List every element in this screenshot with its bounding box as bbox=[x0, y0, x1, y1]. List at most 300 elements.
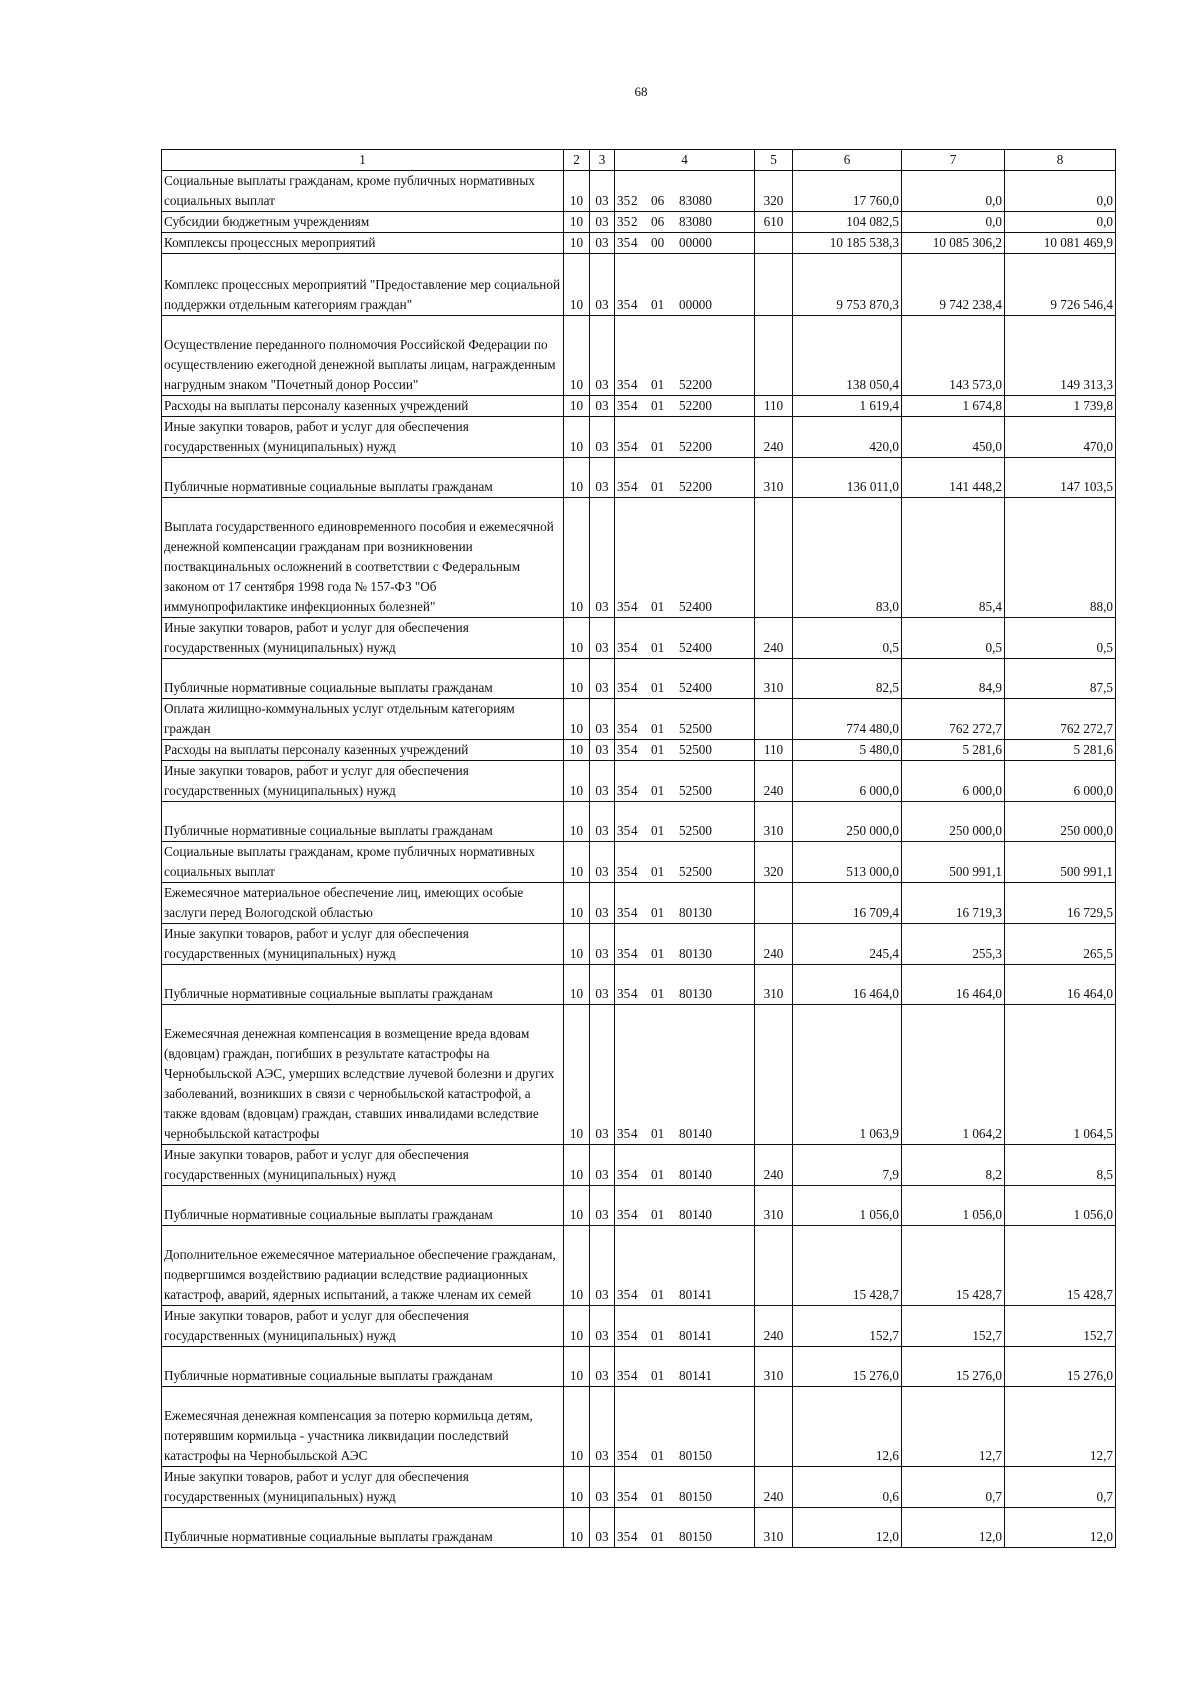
target-article-code bbox=[615, 965, 755, 1005]
complex-code: 01 bbox=[651, 1489, 665, 1504]
row-name: Иные закупки товаров, работ и услуг для обеспечения государственных (муниципальных) нужд bbox=[162, 924, 564, 965]
direction-code: 52500 bbox=[679, 823, 712, 838]
expense-type-code bbox=[755, 1005, 793, 1145]
expense-type-code: 110 bbox=[755, 740, 793, 761]
section-code: 10 bbox=[564, 1508, 590, 1548]
target-article-code bbox=[615, 842, 755, 883]
section-code: 10 bbox=[564, 171, 590, 212]
subsection-code: 03 bbox=[590, 802, 615, 842]
target-article-code bbox=[615, 659, 755, 699]
direction-code: 52400 bbox=[679, 640, 712, 655]
direction-code: 83080 bbox=[679, 214, 712, 229]
table-row bbox=[162, 1467, 1116, 1508]
program-code: 35 bbox=[617, 1448, 631, 1463]
complex-code: 01 bbox=[651, 823, 665, 838]
row-name: Иные закупки товаров, работ и услуг для обеспечения государственных (муниципальных) нужд bbox=[162, 761, 564, 802]
program-code: 35 bbox=[617, 680, 631, 695]
amount-col-6: 15 276,0 bbox=[793, 1347, 902, 1387]
target-article-code bbox=[615, 1508, 755, 1548]
amount-col-7: 5 281,6 bbox=[902, 740, 1005, 761]
direction-code: 52200 bbox=[679, 479, 712, 494]
type-code: 4 bbox=[631, 783, 638, 798]
amount-col-7: 85,4 bbox=[902, 498, 1005, 618]
table-row bbox=[162, 498, 1116, 618]
amount-col-8: 1 739,8 bbox=[1005, 396, 1116, 417]
type-code: 4 bbox=[631, 680, 638, 695]
amount-col-7: 6 000,0 bbox=[902, 761, 1005, 802]
table-row bbox=[162, 924, 1116, 965]
row-name: Расходы на выплаты персоналу казенных учреждений bbox=[162, 740, 564, 761]
row-name: Публичные нормативные социальные выплаты гражданам bbox=[162, 659, 564, 699]
expense-type-code: 310 bbox=[755, 965, 793, 1005]
type-code: 4 bbox=[631, 742, 638, 757]
amount-col-6: 16 709,4 bbox=[793, 883, 902, 924]
amount-col-6: 152,7 bbox=[793, 1306, 902, 1347]
subsection-code: 03 bbox=[590, 965, 615, 1005]
amount-col-8: 250 000,0 bbox=[1005, 802, 1116, 842]
section-code: 10 bbox=[564, 1306, 590, 1347]
subsection-code: 03 bbox=[590, 498, 615, 618]
expense-type-code bbox=[755, 883, 793, 924]
amount-col-8: 88,0 bbox=[1005, 498, 1116, 618]
row-name: Выплата государственного единовременного пособия и ежемесячной денежной компенсации гражданам при возникновении поствакцинальных осложнений в соответствии с Федеральным законом от 17 сентября 1998 года № 157-ФЗ "Об иммунопрофилактике инфекционных болезней" bbox=[162, 498, 564, 618]
program-code: 35 bbox=[617, 1126, 631, 1141]
section-code: 10 bbox=[564, 1005, 590, 1145]
expense-type-code: 310 bbox=[755, 802, 793, 842]
direction-code: 80150 bbox=[679, 1529, 712, 1544]
header-cell: 2 bbox=[564, 150, 590, 171]
row-name: Публичные нормативные социальные выплаты гражданам bbox=[162, 802, 564, 842]
section-code: 10 bbox=[564, 1226, 590, 1306]
row-name: Иные закупки товаров, работ и услуг для обеспечения государственных (муниципальных) нужд bbox=[162, 1306, 564, 1347]
section-code: 10 bbox=[564, 802, 590, 842]
target-article-code bbox=[615, 498, 755, 618]
table-row bbox=[162, 233, 1116, 254]
complex-code: 01 bbox=[651, 905, 665, 920]
program-code: 35 bbox=[617, 377, 631, 392]
complex-code: 01 bbox=[651, 1529, 665, 1544]
program-code: 35 bbox=[617, 986, 631, 1001]
row-name: Публичные нормативные социальные выплаты гражданам bbox=[162, 458, 564, 498]
target-article-code bbox=[615, 883, 755, 924]
header-cell: 3 bbox=[590, 150, 615, 171]
expense-type-code: 320 bbox=[755, 171, 793, 212]
amount-col-8: 8,5 bbox=[1005, 1145, 1116, 1186]
direction-code: 80150 bbox=[679, 1489, 712, 1504]
target-article-code bbox=[615, 1005, 755, 1145]
subsection-code: 03 bbox=[590, 924, 615, 965]
target-article-code bbox=[615, 1226, 755, 1306]
amount-col-8: 152,7 bbox=[1005, 1306, 1116, 1347]
section-code: 10 bbox=[564, 254, 590, 316]
program-code: 35 bbox=[617, 235, 631, 250]
program-code: 35 bbox=[617, 1529, 631, 1544]
expense-type-code: 310 bbox=[755, 458, 793, 498]
subsection-code: 03 bbox=[590, 1508, 615, 1548]
section-code: 10 bbox=[564, 1145, 590, 1186]
row-name: Публичные нормативные социальные выплаты гражданам bbox=[162, 1508, 564, 1548]
direction-code: 52500 bbox=[679, 783, 712, 798]
target-article-code bbox=[615, 171, 755, 212]
complex-code: 01 bbox=[651, 1328, 665, 1343]
subsection-code: 03 bbox=[590, 699, 615, 740]
program-code: 35 bbox=[617, 214, 631, 229]
target-article-code bbox=[615, 802, 755, 842]
expense-type-code bbox=[755, 699, 793, 740]
complex-code: 01 bbox=[651, 377, 665, 392]
amount-col-6: 513 000,0 bbox=[793, 842, 902, 883]
amount-col-8: 147 103,5 bbox=[1005, 458, 1116, 498]
program-code: 35 bbox=[617, 1167, 631, 1182]
row-name: Иные закупки товаров, работ и услуг для обеспечения государственных (муниципальных) нужд bbox=[162, 1467, 564, 1508]
complex-code: 01 bbox=[651, 1448, 665, 1463]
direction-code: 83080 bbox=[679, 193, 712, 208]
type-code: 4 bbox=[631, 640, 638, 655]
header-cell: 7 bbox=[902, 150, 1005, 171]
subsection-code: 03 bbox=[590, 618, 615, 659]
table-row bbox=[162, 254, 1116, 316]
program-code: 35 bbox=[617, 946, 631, 961]
row-name: Дополнительное ежемесячное материальное обеспечение гражданам, подвергшимся воздействию радиации вследствие радиационных катастроф, аварий, ядерных испытаний, а также членам их семей bbox=[162, 1226, 564, 1306]
amount-col-7: 15 276,0 bbox=[902, 1347, 1005, 1387]
direction-code: 80141 bbox=[679, 1328, 712, 1343]
complex-code: 01 bbox=[651, 680, 665, 695]
amount-col-7: 12,0 bbox=[902, 1508, 1005, 1548]
target-article-code bbox=[615, 1467, 755, 1508]
complex-code: 00 bbox=[651, 235, 665, 250]
target-article-code bbox=[615, 618, 755, 659]
amount-col-8: 15 276,0 bbox=[1005, 1347, 1116, 1387]
table-row bbox=[162, 883, 1116, 924]
expense-type-code: 240 bbox=[755, 1306, 793, 1347]
program-code: 35 bbox=[617, 783, 631, 798]
table-row bbox=[162, 965, 1116, 1005]
direction-code: 52500 bbox=[679, 864, 712, 879]
row-name: Публичные нормативные социальные выплаты гражданам bbox=[162, 1347, 564, 1387]
amount-col-7: 500 991,1 bbox=[902, 842, 1005, 883]
amount-col-8: 500 991,1 bbox=[1005, 842, 1116, 883]
budget-table bbox=[161, 149, 1116, 1548]
target-article-code bbox=[615, 1145, 755, 1186]
amount-col-6: 12,6 bbox=[793, 1387, 902, 1467]
type-code: 4 bbox=[631, 946, 638, 961]
expense-type-code bbox=[755, 1226, 793, 1306]
amount-col-6: 16 464,0 bbox=[793, 965, 902, 1005]
table-row bbox=[162, 171, 1116, 212]
subsection-code: 03 bbox=[590, 1145, 615, 1186]
target-article-code bbox=[615, 254, 755, 316]
program-code: 35 bbox=[617, 823, 631, 838]
expense-type-code: 310 bbox=[755, 1347, 793, 1387]
row-name: Публичные нормативные социальные выплаты гражданам bbox=[162, 1186, 564, 1226]
complex-code: 01 bbox=[651, 1287, 665, 1302]
table-row bbox=[162, 1226, 1116, 1306]
section-code: 10 bbox=[564, 1467, 590, 1508]
section-code: 10 bbox=[564, 396, 590, 417]
expense-type-code: 310 bbox=[755, 659, 793, 699]
table-row bbox=[162, 802, 1116, 842]
type-code: 4 bbox=[631, 297, 638, 312]
type-code: 4 bbox=[631, 721, 638, 736]
program-code: 35 bbox=[617, 599, 631, 614]
type-code: 4 bbox=[631, 1207, 638, 1222]
complex-code: 01 bbox=[651, 986, 665, 1001]
program-code: 35 bbox=[617, 640, 631, 655]
type-code: 4 bbox=[631, 986, 638, 1001]
target-article-code bbox=[615, 740, 755, 761]
amount-col-8: 1 064,5 bbox=[1005, 1005, 1116, 1145]
amount-col-6: 15 428,7 bbox=[793, 1226, 902, 1306]
complex-code: 01 bbox=[651, 398, 665, 413]
table-row bbox=[162, 761, 1116, 802]
section-code: 10 bbox=[564, 316, 590, 396]
amount-col-7: 152,7 bbox=[902, 1306, 1005, 1347]
direction-code: 80130 bbox=[679, 905, 712, 920]
expense-type-code: 240 bbox=[755, 618, 793, 659]
subsection-code: 03 bbox=[590, 212, 615, 233]
section-code: 10 bbox=[564, 659, 590, 699]
subsection-code: 03 bbox=[590, 417, 615, 458]
section-code: 10 bbox=[564, 233, 590, 254]
expense-type-code bbox=[755, 498, 793, 618]
header-row bbox=[162, 150, 1116, 171]
complex-code: 01 bbox=[651, 1126, 665, 1141]
direction-code: 80140 bbox=[679, 1167, 712, 1182]
row-name: Ежемесячная денежная компенсация за потерю кормильца детям, потерявшим кормильца - участника ликвидации последствий катастрофы на Чернобыльской АЭС bbox=[162, 1387, 564, 1467]
target-article-code bbox=[615, 1387, 755, 1467]
amount-col-6: 5 480,0 bbox=[793, 740, 902, 761]
amount-col-6: 774 480,0 bbox=[793, 699, 902, 740]
expense-type-code: 310 bbox=[755, 1186, 793, 1226]
amount-col-8: 265,5 bbox=[1005, 924, 1116, 965]
table-row bbox=[162, 1186, 1116, 1226]
table-row bbox=[162, 1005, 1116, 1145]
direction-code: 52200 bbox=[679, 398, 712, 413]
type-code: 4 bbox=[631, 905, 638, 920]
direction-code: 80140 bbox=[679, 1207, 712, 1222]
amount-col-7: 1 674,8 bbox=[902, 396, 1005, 417]
section-code: 10 bbox=[564, 761, 590, 802]
row-name: Оплата жилищно-коммунальных услуг отдельным категориям граждан bbox=[162, 699, 564, 740]
section-code: 10 bbox=[564, 883, 590, 924]
expense-type-code bbox=[755, 316, 793, 396]
amount-col-6: 83,0 bbox=[793, 498, 902, 618]
program-code: 35 bbox=[617, 1287, 631, 1302]
amount-col-7: 143 573,0 bbox=[902, 316, 1005, 396]
amount-col-8: 149 313,3 bbox=[1005, 316, 1116, 396]
section-code: 10 bbox=[564, 965, 590, 1005]
section-code: 10 bbox=[564, 498, 590, 618]
target-article-code bbox=[615, 212, 755, 233]
target-article-code bbox=[615, 233, 755, 254]
amount-col-7: 255,3 bbox=[902, 924, 1005, 965]
row-name: Иные закупки товаров, работ и услуг для обеспечения государственных (муниципальных) нужд bbox=[162, 618, 564, 659]
amount-col-6: 17 760,0 bbox=[793, 171, 902, 212]
subsection-code: 03 bbox=[590, 1005, 615, 1145]
amount-col-8: 762 272,7 bbox=[1005, 699, 1116, 740]
section-code: 10 bbox=[564, 618, 590, 659]
amount-col-6: 0,6 bbox=[793, 1467, 902, 1508]
target-article-code bbox=[615, 924, 755, 965]
amount-col-8: 0,0 bbox=[1005, 171, 1116, 212]
amount-col-6: 82,5 bbox=[793, 659, 902, 699]
type-code: 4 bbox=[631, 479, 638, 494]
amount-col-7: 141 448,2 bbox=[902, 458, 1005, 498]
direction-code: 52200 bbox=[679, 377, 712, 392]
type-code: 4 bbox=[631, 1529, 638, 1544]
complex-code: 01 bbox=[651, 742, 665, 757]
type-code: 4 bbox=[631, 864, 638, 879]
table-row bbox=[162, 618, 1116, 659]
target-article-code bbox=[615, 761, 755, 802]
direction-code: 52500 bbox=[679, 742, 712, 757]
expense-type-code: 610 bbox=[755, 212, 793, 233]
direction-code: 52500 bbox=[679, 721, 712, 736]
table-row bbox=[162, 1145, 1116, 1186]
type-code: 4 bbox=[631, 439, 638, 454]
subsection-code: 03 bbox=[590, 659, 615, 699]
amount-col-8: 470,0 bbox=[1005, 417, 1116, 458]
type-code: 2 bbox=[631, 214, 638, 229]
amount-col-8: 12,0 bbox=[1005, 1508, 1116, 1548]
amount-col-6: 138 050,4 bbox=[793, 316, 902, 396]
amount-col-7: 8,2 bbox=[902, 1145, 1005, 1186]
section-code: 10 bbox=[564, 699, 590, 740]
amount-col-7: 16 464,0 bbox=[902, 965, 1005, 1005]
amount-col-7: 12,7 bbox=[902, 1387, 1005, 1467]
amount-col-7: 0,0 bbox=[902, 171, 1005, 212]
expense-type-code bbox=[755, 1387, 793, 1467]
amount-col-6: 104 082,5 bbox=[793, 212, 902, 233]
type-code: 4 bbox=[631, 823, 638, 838]
row-name: Социальные выплаты гражданам, кроме публичных нормативных социальных выплат bbox=[162, 171, 564, 212]
complex-code: 01 bbox=[651, 783, 665, 798]
amount-col-6: 1 056,0 bbox=[793, 1186, 902, 1226]
row-name: Ежемесячная денежная компенсация в возмещение вреда вдовам (вдовцам) граждан, погибших в результате катастрофы на Чернобыльской АЭС, умерших вследствие лучевой болезни и других заболеваний, возникших в связи с чернобыльской катастрофой, а также вдовам (вдовцам) граждан, ставших инвалидами вследствие чернобыльской катастрофы bbox=[162, 1005, 564, 1145]
row-name: Расходы на выплаты персоналу казенных учреждений bbox=[162, 396, 564, 417]
amount-col-7: 10 085 306,2 bbox=[902, 233, 1005, 254]
amount-col-6: 6 000,0 bbox=[793, 761, 902, 802]
section-code: 10 bbox=[564, 458, 590, 498]
amount-col-7: 250 000,0 bbox=[902, 802, 1005, 842]
amount-col-6: 9 753 870,3 bbox=[793, 254, 902, 316]
complex-code: 01 bbox=[651, 946, 665, 961]
type-code: 4 bbox=[631, 1448, 638, 1463]
row-name: Субсидии бюджетным учреждениям bbox=[162, 212, 564, 233]
program-code: 35 bbox=[617, 479, 631, 494]
type-code: 4 bbox=[631, 599, 638, 614]
type-code: 4 bbox=[631, 235, 638, 250]
row-name: Комплекс процессных мероприятий "Предоставление мер социальной поддержки отдельным категориям граждан" bbox=[162, 254, 564, 316]
expense-type-code: 110 bbox=[755, 396, 793, 417]
direction-code: 80130 bbox=[679, 986, 712, 1001]
amount-col-8: 0,7 bbox=[1005, 1467, 1116, 1508]
table-row bbox=[162, 417, 1116, 458]
table-row bbox=[162, 740, 1116, 761]
subsection-code: 03 bbox=[590, 1226, 615, 1306]
table-row bbox=[162, 1347, 1116, 1387]
section-code: 10 bbox=[564, 842, 590, 883]
direction-code: 80141 bbox=[679, 1368, 712, 1383]
amount-col-8: 9 726 546,4 bbox=[1005, 254, 1116, 316]
amount-col-8: 6 000,0 bbox=[1005, 761, 1116, 802]
target-article-code bbox=[615, 1347, 755, 1387]
amount-col-6: 0,5 bbox=[793, 618, 902, 659]
program-code: 35 bbox=[617, 193, 631, 208]
amount-col-6: 136 011,0 bbox=[793, 458, 902, 498]
amount-col-7: 84,9 bbox=[902, 659, 1005, 699]
amount-col-7: 16 719,3 bbox=[902, 883, 1005, 924]
type-code: 4 bbox=[631, 398, 638, 413]
subsection-code: 03 bbox=[590, 740, 615, 761]
header-cell: 8 bbox=[1005, 150, 1116, 171]
row-name: Социальные выплаты гражданам, кроме публичных нормативных социальных выплат bbox=[162, 842, 564, 883]
section-code: 10 bbox=[564, 1347, 590, 1387]
amount-col-8: 1 056,0 bbox=[1005, 1186, 1116, 1226]
program-code: 35 bbox=[617, 1489, 631, 1504]
table-row bbox=[162, 396, 1116, 417]
amount-col-8: 87,5 bbox=[1005, 659, 1116, 699]
amount-col-6: 420,0 bbox=[793, 417, 902, 458]
table-row bbox=[162, 659, 1116, 699]
row-name: Комплексы процессных мероприятий bbox=[162, 233, 564, 254]
complex-code: 01 bbox=[651, 640, 665, 655]
amount-col-6: 1 063,9 bbox=[793, 1005, 902, 1145]
amount-col-7: 0,7 bbox=[902, 1467, 1005, 1508]
program-code: 35 bbox=[617, 1207, 631, 1222]
complex-code: 01 bbox=[651, 297, 665, 312]
subsection-code: 03 bbox=[590, 761, 615, 802]
program-code: 35 bbox=[617, 864, 631, 879]
program-code: 35 bbox=[617, 398, 631, 413]
table-row bbox=[162, 316, 1116, 396]
program-code: 35 bbox=[617, 1368, 631, 1383]
amount-col-8: 0,0 bbox=[1005, 212, 1116, 233]
type-code: 4 bbox=[631, 1489, 638, 1504]
header-cell: 5 bbox=[755, 150, 793, 171]
header-cell: 1 bbox=[162, 150, 564, 171]
section-code: 10 bbox=[564, 212, 590, 233]
table-row bbox=[162, 212, 1116, 233]
section-code: 10 bbox=[564, 924, 590, 965]
direction-code: 80141 bbox=[679, 1287, 712, 1302]
target-article-code bbox=[615, 458, 755, 498]
amount-col-7: 1 064,2 bbox=[902, 1005, 1005, 1145]
complex-code: 06 bbox=[651, 214, 665, 229]
amount-col-8: 12,7 bbox=[1005, 1387, 1116, 1467]
expense-type-code: 240 bbox=[755, 924, 793, 965]
expense-type-code: 310 bbox=[755, 1508, 793, 1548]
complex-code: 01 bbox=[651, 1167, 665, 1182]
direction-code: 80140 bbox=[679, 1126, 712, 1141]
amount-col-6: 7,9 bbox=[793, 1145, 902, 1186]
direction-code: 80130 bbox=[679, 946, 712, 961]
subsection-code: 03 bbox=[590, 1186, 615, 1226]
amount-col-6: 12,0 bbox=[793, 1508, 902, 1548]
expense-type-code: 240 bbox=[755, 1145, 793, 1186]
table-row bbox=[162, 699, 1116, 740]
type-code: 4 bbox=[631, 1368, 638, 1383]
section-code: 10 bbox=[564, 1186, 590, 1226]
target-article-code bbox=[615, 1306, 755, 1347]
table-row bbox=[162, 1508, 1116, 1548]
table-row bbox=[162, 842, 1116, 883]
target-article-code bbox=[615, 417, 755, 458]
direction-code: 52400 bbox=[679, 680, 712, 695]
program-code: 35 bbox=[617, 439, 631, 454]
complex-code: 01 bbox=[651, 599, 665, 614]
program-code: 35 bbox=[617, 297, 631, 312]
